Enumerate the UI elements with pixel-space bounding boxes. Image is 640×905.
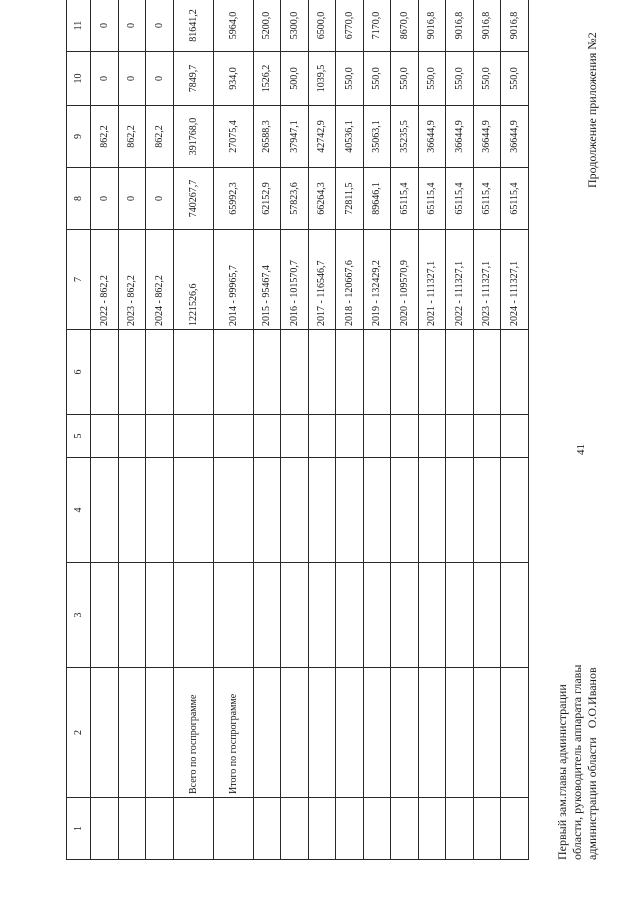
table-cell-col-1: [363, 798, 391, 860]
table-cell-col-10: 7849,7: [173, 52, 213, 106]
table-cell-col-4: [213, 458, 253, 563]
table-cell-col-5: [91, 415, 119, 458]
table-row: [501, 0, 529, 860]
table-cell-col-2: [473, 668, 501, 798]
table-cell-col-5: [501, 415, 529, 458]
table-row: [146, 0, 174, 860]
table-cell-col-1: [146, 798, 174, 860]
table-cell-col-7: 2024 - 111327,1: [501, 230, 529, 330]
table-cell-col-9: 391768,0: [173, 106, 213, 168]
table-cell-col-7: 2014 - 99965,7: [213, 230, 253, 330]
table-cell-col-10: 0: [91, 52, 119, 106]
table-cell-col-10: 550,0: [501, 52, 529, 106]
table-cell-col-11: 5964,0: [213, 0, 253, 52]
table-cell-col-6: [473, 330, 501, 415]
table-cell-col-3: [281, 563, 309, 668]
table-cell-col-9: 36644,9: [473, 106, 501, 168]
signature-line-3: администрации области О.О.Иванов: [585, 667, 599, 860]
table-cell-col-3: [253, 563, 281, 668]
table-cell-col-2: [363, 668, 391, 798]
table-cell-col-8: 62152,9: [253, 168, 281, 230]
table-cell-col-8: 65115,4: [501, 168, 529, 230]
table-cell-col-9: 36644,9: [418, 106, 446, 168]
table-cell-col-8: 0: [146, 168, 174, 230]
table-cell-col-10: 550,0: [418, 52, 446, 106]
table-cell-col-4: [173, 458, 213, 563]
table-cell-col-4: [418, 458, 446, 563]
table-cell-col-6: [336, 330, 364, 415]
table-cell-col-3: [418, 563, 446, 668]
table-cell-col-1: [418, 798, 446, 860]
table-cell-col-9: 36644,9: [446, 106, 474, 168]
table-cell-col-3: [336, 563, 364, 668]
table-cell-col-11: 81641,2: [173, 0, 213, 52]
table-cell-col-3: [173, 563, 213, 668]
table-cell-col-11: 7170,0: [363, 0, 391, 52]
table-cell-col-10: 550,0: [473, 52, 501, 106]
table-cell-col-1: [391, 798, 419, 860]
table-cell-col-11: 9016,8: [473, 0, 501, 52]
table-cell-col-9: 862,2: [91, 106, 119, 168]
column-header-2: 2: [67, 668, 91, 798]
table-cell-col-2: [281, 668, 309, 798]
table-cell-col-1: [336, 798, 364, 860]
table-cell-col-7: 2023 - 862,2: [118, 230, 146, 330]
table-cell-col-10: 550,0: [363, 52, 391, 106]
table-cell-col-6: [118, 330, 146, 415]
table-cell-col-8: 57823,6: [281, 168, 309, 230]
table-cell-col-5: [281, 415, 309, 458]
table-cell-col-1: [253, 798, 281, 860]
table-cell-col-9: 36644,9: [501, 106, 529, 168]
table-row: [253, 0, 281, 860]
table-cell-col-4: [146, 458, 174, 563]
table-cell-col-3: [308, 563, 336, 668]
table-cell-col-6: [213, 330, 253, 415]
column-header-4: 4: [67, 458, 91, 563]
table-cell-col-10: 1039,5: [308, 52, 336, 106]
table-cell-col-3: [473, 563, 501, 668]
table-cell-col-1: [446, 798, 474, 860]
table-row: [281, 0, 309, 860]
table-cell-col-10: 934,0: [213, 52, 253, 106]
table-cell-col-10: 500,0: [281, 52, 309, 106]
table-cell-col-11: 0: [118, 0, 146, 52]
header-row: [67, 0, 91, 860]
table-cell-col-11: 8670,0: [391, 0, 419, 52]
table-cell-col-9: 27075,4: [213, 106, 253, 168]
table-cell-col-7: 2022 - 862,2: [91, 230, 119, 330]
table-cell-col-7: 2015 - 95467,4: [253, 230, 281, 330]
table-cell-col-7: 1221526,6: [173, 230, 213, 330]
table-cell-col-10: 550,0: [446, 52, 474, 106]
table-cell-col-6: [146, 330, 174, 415]
table-body: [91, 0, 529, 860]
table-cell-col-11: 9016,8: [418, 0, 446, 52]
table-cell-col-4: [253, 458, 281, 563]
table-cell-col-1: [118, 798, 146, 860]
column-header-8: 8: [67, 168, 91, 230]
table-cell-col-10: 0: [146, 52, 174, 106]
table-cell-col-2: [91, 668, 119, 798]
table-cell-col-8: 740267,7: [173, 168, 213, 230]
table-cell-col-2: Итого по госпрограмме: [213, 668, 253, 798]
table-cell-col-5: [253, 415, 281, 458]
data-table: [66, 0, 529, 860]
table-cell-col-1: [281, 798, 309, 860]
table-cell-col-3: [146, 563, 174, 668]
table-cell-col-2: [336, 668, 364, 798]
table-cell-col-4: [118, 458, 146, 563]
table-row: [118, 0, 146, 860]
table-cell-col-9: 37947,1: [281, 106, 309, 168]
table-cell-col-9: 26588,3: [253, 106, 281, 168]
table-cell-col-6: [501, 330, 529, 415]
rotated-page: [66, 0, 606, 860]
table-cell-col-10: 0: [118, 52, 146, 106]
table-cell-col-1: [308, 798, 336, 860]
table-cell-col-11: 0: [146, 0, 174, 52]
table-cell-col-4: [473, 458, 501, 563]
table-cell-col-7: 2019 - 132429,2: [363, 230, 391, 330]
table-row: [363, 0, 391, 860]
table-cell-col-8: 0: [118, 168, 146, 230]
table-cell-col-5: [473, 415, 501, 458]
table-cell-col-2: Всего по госпрограмме: [173, 668, 213, 798]
table-cell-col-10: 550,0: [391, 52, 419, 106]
column-header-3: 3: [67, 563, 91, 668]
column-header-1: 1: [67, 798, 91, 860]
table-cell-col-2: [253, 668, 281, 798]
table-cell-col-10: 1526,2: [253, 52, 281, 106]
table-cell-col-6: [418, 330, 446, 415]
table-cell-col-7: 2022 - 111327,1: [446, 230, 474, 330]
table-cell-col-3: [391, 563, 419, 668]
table-cell-col-4: [391, 458, 419, 563]
table-row: [418, 0, 446, 860]
caption: Продолжение приложения №2: [585, 32, 599, 188]
table-cell-col-2: [446, 668, 474, 798]
table-cell-col-5: [118, 415, 146, 458]
table-cell-col-11: 6770,0: [336, 0, 364, 52]
table-cell-col-1: [473, 798, 501, 860]
table-cell-col-3: [446, 563, 474, 668]
table-cell-col-8: 72811,5: [336, 168, 364, 230]
column-header-5: 5: [67, 415, 91, 458]
column-header-9: 9: [67, 106, 91, 168]
table-cell-col-2: [418, 668, 446, 798]
table-cell-col-11: 5200,0: [253, 0, 281, 52]
column-header-7: 7: [67, 230, 91, 330]
table-cell-col-4: [336, 458, 364, 563]
table-cell-col-5: [213, 415, 253, 458]
table-cell-col-9: 862,2: [118, 106, 146, 168]
page-number: 41: [575, 444, 587, 455]
table-cell-col-8: 66264,3: [308, 168, 336, 230]
table-cell-col-5: [391, 415, 419, 458]
table-cell-col-6: [253, 330, 281, 415]
table-cell-col-4: [281, 458, 309, 563]
table-cell-col-4: [501, 458, 529, 563]
table-cell-col-4: [91, 458, 119, 563]
table-cell-col-7: 2016 - 101570,7: [281, 230, 309, 330]
signature-line-2: области, руководитель аппарата главы: [570, 664, 584, 860]
table-cell-col-1: [173, 798, 213, 860]
table-cell-col-4: [363, 458, 391, 563]
table-cell-col-7: 2024 - 862,2: [146, 230, 174, 330]
table-cell-col-7: 2023 - 111327,1: [473, 230, 501, 330]
table-cell-col-11: 9016,8: [501, 0, 529, 52]
signature-block: [555, 665, 600, 860]
table-cell-col-9: 35063,1: [363, 106, 391, 168]
table-cell-col-9: 42742,9: [308, 106, 336, 168]
table-cell-col-8: 65115,4: [418, 168, 446, 230]
table-row: [336, 0, 364, 860]
table-cell-col-5: [308, 415, 336, 458]
table-cell-col-3: [501, 563, 529, 668]
table-row: [173, 0, 213, 860]
table-cell-col-2: [118, 668, 146, 798]
column-header-6: 6: [67, 330, 91, 415]
table-row: [91, 0, 119, 860]
table-cell-col-9: 862,2: [146, 106, 174, 168]
table-cell-col-9: 35235,5: [391, 106, 419, 168]
table-row: [391, 0, 419, 860]
table-cell-col-7: 2018 - 120667,6: [336, 230, 364, 330]
column-header-10: 10: [67, 52, 91, 106]
signature-line-1: Первый зам.главы администрации: [555, 684, 569, 860]
table-row: [473, 0, 501, 860]
table-cell-col-11: 0: [91, 0, 119, 52]
table-cell-col-11: 6500,0: [308, 0, 336, 52]
table-row: [213, 0, 253, 860]
table-cell-col-6: [308, 330, 336, 415]
table-cell-col-6: [173, 330, 213, 415]
table-cell-col-9: 40536,1: [336, 106, 364, 168]
table-cell-col-1: [213, 798, 253, 860]
table-cell-col-8: 0: [91, 168, 119, 230]
table-cell-col-5: [363, 415, 391, 458]
table-cell-col-7: 2020 - 109570,9: [391, 230, 419, 330]
table-cell-col-10: 550,0: [336, 52, 364, 106]
table-cell-col-7: 2021 - 111327,1: [418, 230, 446, 330]
table-cell-col-3: [118, 563, 146, 668]
table-cell-col-5: [173, 415, 213, 458]
table-cell-col-11: 5300,0: [281, 0, 309, 52]
table-cell-col-6: [363, 330, 391, 415]
table-cell-col-1: [501, 798, 529, 860]
table-cell-col-1: [91, 798, 119, 860]
table-cell-col-3: [363, 563, 391, 668]
table-cell-col-3: [91, 563, 119, 668]
table-cell-col-8: 89646,1: [363, 168, 391, 230]
table-cell-col-5: [418, 415, 446, 458]
table-cell-col-4: [308, 458, 336, 563]
table-cell-col-6: [391, 330, 419, 415]
table-cell-col-8: 65115,4: [446, 168, 474, 230]
table-cell-col-8: 65992,3: [213, 168, 253, 230]
table-cell-col-2: [308, 668, 336, 798]
column-header-11: 11: [67, 0, 91, 52]
table-cell-col-11: 9016,8: [446, 0, 474, 52]
table-cell-col-5: [446, 415, 474, 458]
table-cell-col-3: [213, 563, 253, 668]
table-cell-col-5: [146, 415, 174, 458]
table-row: [308, 0, 336, 860]
table-cell-col-8: 65115,4: [473, 168, 501, 230]
table-cell-col-6: [281, 330, 309, 415]
signatory-name: О.О.Иванов: [585, 667, 599, 729]
table-cell-col-7: 2017 - 116546,7: [308, 230, 336, 330]
table-cell-col-8: 65115,4: [391, 168, 419, 230]
table-row: [446, 0, 474, 860]
table-cell-col-6: [446, 330, 474, 415]
table-cell-col-2: [501, 668, 529, 798]
table-cell-col-6: [91, 330, 119, 415]
table-cell-col-2: [146, 668, 174, 798]
table-cell-col-4: [446, 458, 474, 563]
table-cell-col-5: [336, 415, 364, 458]
table-cell-col-2: [391, 668, 419, 798]
